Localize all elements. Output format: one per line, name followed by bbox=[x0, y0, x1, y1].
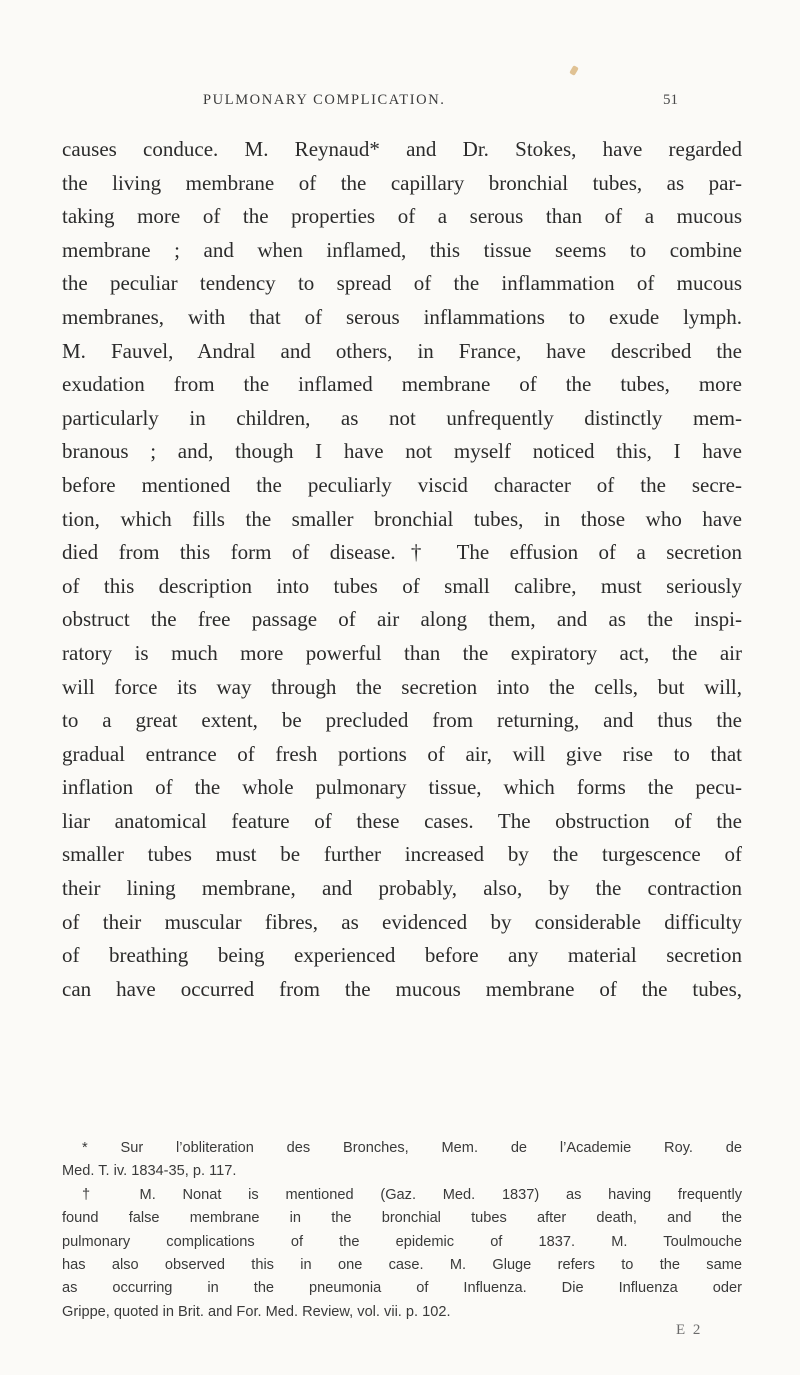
body-line: can have occurred from the mucous membrane of the tubes, bbox=[62, 976, 742, 1001]
body-line: membrane ; and when inflamed, this tissue seems to combine bbox=[62, 237, 742, 262]
body-line: branous ; and, though I have not myself noticed this, I have bbox=[62, 439, 742, 464]
body-line: causes conduce. M. Reynaud* and Dr. Stokes, have regarded bbox=[62, 137, 742, 161]
footnote-line: * Sur l’obliteration des Bronches, Mem. de l’Academie Roy. de bbox=[82, 1140, 742, 1156]
body-line: of their muscular fibres, as evidenced by considerable difficulty bbox=[62, 909, 742, 934]
footnote-line: as occurring in the pneumonia of Influenza. Die Influenza oder bbox=[62, 1280, 742, 1297]
footnote-line: has also observed this in one case. M. Gluge refers to the same bbox=[62, 1256, 742, 1273]
running-head bbox=[203, 92, 678, 118]
footnote-line: pulmonary complications of the epidemic of 1837. M. Toulmouche bbox=[62, 1233, 742, 1250]
body-line: tion, which fills the smaller bronchial tubes, in those who have bbox=[62, 506, 742, 531]
body-line: M. Fauvel, Andral and others, in France, have described the bbox=[62, 338, 742, 363]
body-line: died from this form of disease.† The effusion of a secretion bbox=[62, 540, 742, 565]
footnote-line: † M. Nonat is mentioned (Gaz. Med. 1837) as having frequently bbox=[82, 1186, 742, 1203]
body-line: ratory is much more powerful than the expiratory act, the air bbox=[62, 640, 742, 665]
body-line: liar anatomical feature of these cases. The obstruction of the bbox=[62, 808, 742, 833]
body-line: before mentioned the peculiarly viscid character of the secre- bbox=[62, 472, 742, 497]
running-title: PULMONARY COMPLICATION. bbox=[203, 92, 446, 108]
body-line: the peculiar tendency to spread of the inflammation of mucous bbox=[62, 271, 742, 296]
body-line: of breathing being experienced before any material secretion bbox=[62, 943, 742, 968]
body-line: will force its way through the secretion into the cells, but will, bbox=[62, 674, 742, 699]
page-number: 51 bbox=[663, 92, 678, 108]
body-line: exudation from the inflamed membrane of the tubes, more bbox=[62, 372, 742, 397]
body-line: membranes, with that of serous inflammations to exude lymph. bbox=[62, 304, 742, 329]
footnote-line: Med. T. iv. 1834-35, p. 117. bbox=[62, 1163, 237, 1180]
body-line: the living membrane of the capillary bronchial tubes, as par- bbox=[62, 170, 742, 195]
body-line: to a great extent, be precluded from returning, and thus the bbox=[62, 708, 742, 733]
footnote-line: found false membrane in the bronchial tubes after death, and the bbox=[62, 1210, 742, 1227]
body-line: their lining membrane, and probably, also, by the contraction bbox=[62, 876, 742, 901]
body-line: of this description into tubes of small calibre, must seriously bbox=[62, 573, 742, 598]
signature-mark: E 2 bbox=[676, 1322, 703, 1338]
ink-smudge bbox=[569, 65, 579, 76]
body-line: taking more of the properties of a serous than of a mucous bbox=[62, 204, 742, 229]
body-text bbox=[62, 133, 742, 1006]
body-line: smaller tubes must be further increased by the turgescence of bbox=[62, 842, 742, 867]
body-line: obstruct the free passage of air along them, and as the inspi- bbox=[62, 607, 742, 632]
body-line: inflation of the whole pulmonary tissue, which forms the pecu- bbox=[62, 775, 742, 800]
body-line: particularly in children, as not unfrequently distinctly mem- bbox=[62, 405, 742, 430]
body-line: gradual entrance of fresh portions of air, will give rise to that bbox=[62, 741, 742, 766]
footnote-line: Grippe, quoted in Brit. and For. Med. Review, vol. vii. p. 102. bbox=[62, 1303, 451, 1320]
footnotes bbox=[62, 1137, 742, 1324]
